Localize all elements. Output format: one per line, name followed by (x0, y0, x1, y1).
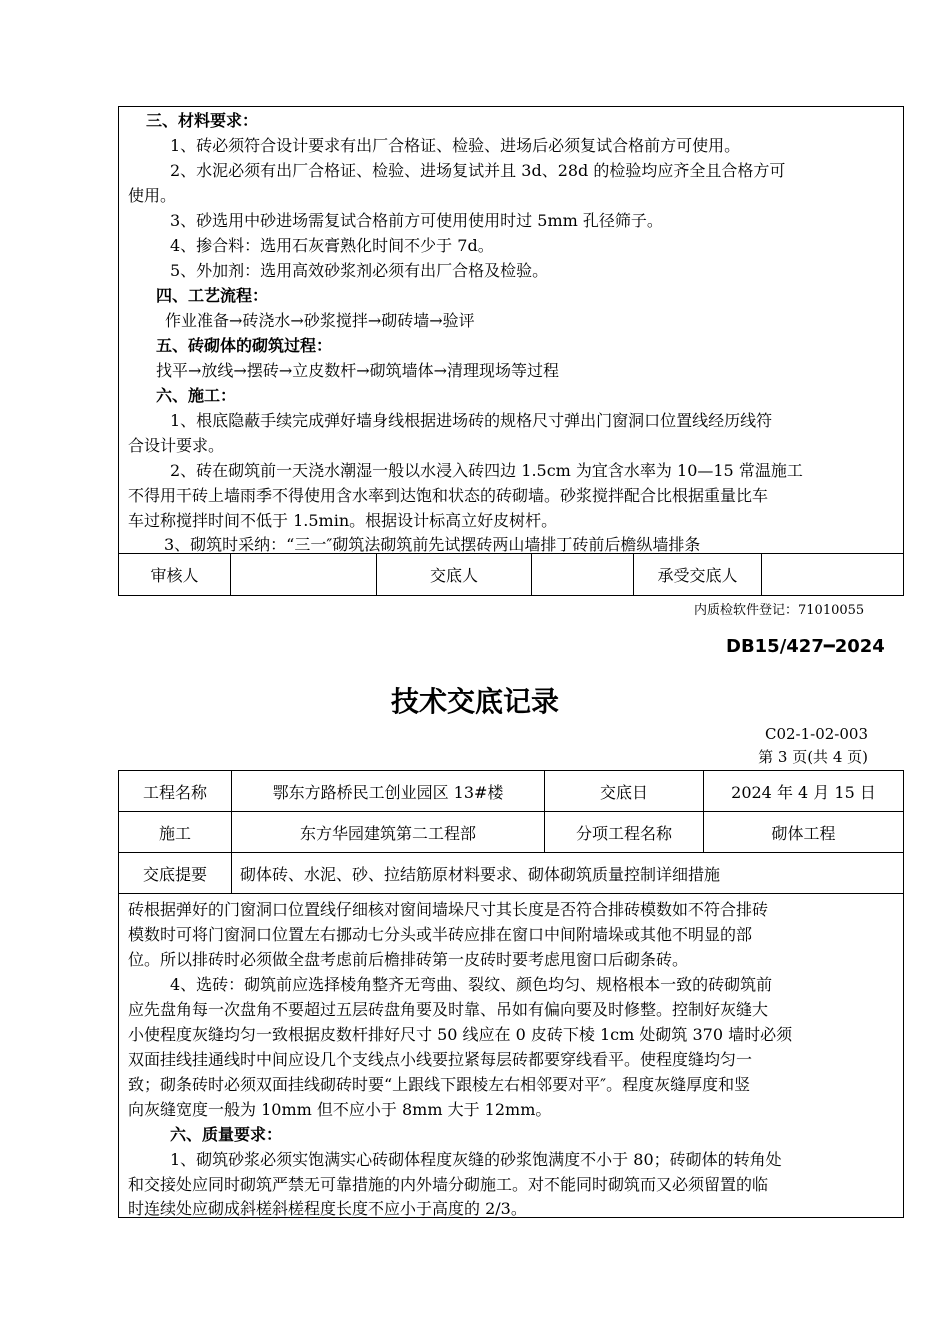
reviewer-label: 审核人 (119, 554, 231, 595)
reviewer-field[interactable] (231, 554, 377, 595)
construction-item-2: 2、砖在砌筑前一天浇水潮湿一般以水浸入砖四边 1.5cm 为宜含水率为 10—15 常温施工 (170, 461, 803, 480)
material-item-3: 3、砂选用中砂进场需复试合格前方可使用使用时过 5mm 孔径筛子。 (170, 211, 663, 230)
receiver-field[interactable] (762, 554, 903, 595)
body-line-5: 应先盘角每一次盘角不要超过五层砖盘角要及时靠、吊如有偏向要及时修整。控制好灰缝大 (128, 1000, 769, 1019)
document-title: 技术交底记录 (390, 685, 559, 718)
construction-item-2-cont2: 车过称搅拌时间不低于 1.5min。根据设计标高立好皮树杆。 (128, 511, 558, 530)
quality-item-1-cont2: 时连续处应砌成斜槎斜槎程度长度不应小于高度的 2/3。 (128, 1199, 527, 1218)
project-name-value: 鄂东方路桥民工创业园区 13#楼 (232, 771, 545, 812)
masonry-flow: 找平→放线→摆砖→立皮数杆→砌筑墙体→清理现场等过程 (156, 361, 560, 380)
body-line-8: 致；砌条砖时必须双面挂线砌砖时要“上跟线下跟棱左右相邻要对平″。程度灰缝厚度和竖 (128, 1075, 751, 1094)
construction-item-1-cont: 合设计要求。 (128, 436, 225, 455)
summary-value: 砌体砖、水泥、砂、拉结筋原材料要求、砌体砌筑质量控制详细措施 (232, 853, 904, 894)
subproject-label: 分项工程名称 (545, 812, 704, 853)
date-value: 2024 年 4 月 15 日 (704, 771, 904, 812)
process-flow: 作业准备→砖浇水→砂浆搅拌→砌砖墙→验评 (165, 311, 475, 330)
quality-item-1: 1、砌筑砂浆必须实饱满实心砖砌体程度灰缝的砂浆饱满度不小于 80；砖砌体的转角处 (170, 1150, 782, 1169)
section-heading-masonry: 五、砖砌体的砌筑过程： (156, 336, 333, 355)
construction-item-1: 1、根底隐蔽手续完成弹好墙身线根据进场砖的规格尺寸弹出门窗洞口位置线经历线符 (170, 411, 773, 430)
construction-label: 施工 (119, 812, 232, 853)
project-name-label: 工程名称 (119, 771, 232, 812)
body-line-1: 砖根据弹好的门窗洞口位置线仔细核对窗间墙垛尺寸其长度是否符合排砖模数如不符合排砖 (128, 900, 769, 919)
discloser-label: 交底人 (377, 554, 532, 595)
body-line-2: 模数时可将门窗洞口位置左右挪动七分头或半砖应排在窗口中间附墙垛或其他不明显的部 (128, 925, 753, 944)
standard-number: DB15/427━2024 (726, 636, 885, 657)
construction-item-3: 3、砌筑时采纳：“三一″砌筑法砌筑前先试摆砖两山墙排丁砖前后檐纵墙排条 (164, 535, 701, 554)
body-line-6: 小使程度灰缝均匀一致根据皮数杆排好尺寸 50 线应在 0 皮砖下棱 1cm 处砌筑 370 墙时必须 (128, 1025, 793, 1044)
construction-value: 东方华园建筑第二工程部 (232, 812, 545, 853)
discloser-field[interactable] (532, 554, 634, 595)
material-item-4: 4、掺合料：选用石灰膏熟化时间不少于 7d。 (170, 236, 494, 255)
document-code: C02-1-02-003 (764, 725, 868, 743)
date-label: 交底日 (545, 771, 704, 812)
section-heading-quality: 六、质量要求： (170, 1125, 283, 1144)
section-heading-construction: 六、施工： (156, 386, 237, 405)
section-heading-materials: 三、材料要求： (146, 111, 259, 130)
material-item-1: 1、砖必须符合设计要求有出厂合格证、检验、进场后必须复试合格前方可使用。 (170, 136, 741, 155)
body-line-4: 4、选砖：砌筑前应选择棱角整齐无弯曲、裂纹、颜色均匀、规格根本一致的砖砌筑前 (170, 975, 773, 994)
subproject-value: 砌体工程 (704, 812, 904, 853)
material-item-5: 5、外加剂：选用高效砂浆剂必须有出厂合格及检验。 (170, 261, 549, 280)
software-registration: 内质检软件登记：71010055 (694, 603, 865, 618)
body-line-3: 位。所以排砖时必须做全盘考虑前后檐排砖第一皮砖时要考虑甩窗口后砌条砖。 (128, 950, 689, 969)
signature-row (118, 553, 904, 596)
material-item-2: 2、水泥必须有出厂合格证、检验、进场复试并且 3d、28d 的检验均应齐全且合格方可 (170, 161, 786, 180)
quality-item-1-cont1: 和交接处应同时砌筑严禁无可靠措施的内外墙分砌施工。对不能同时砌筑而又必须留置的临 (128, 1175, 769, 1194)
section-heading-process: 四、工艺流程： (156, 286, 269, 305)
material-item-2-cont: 使用。 (128, 186, 177, 205)
summary-label: 交底提要 (119, 853, 232, 894)
body-line-7: 双面挂线挂通线时中间应设几个支线点小线要拉紧每层砖都要穿线看平。使程度缝均匀一 (128, 1050, 753, 1069)
construction-item-2-cont1: 不得用干砖上墙雨季不得使用含水率到达饱和状态的砖砌墙。砂浆搅拌配合比根据重量比车 (128, 486, 769, 505)
info-table (118, 770, 904, 894)
body-line-9: 向灰缝宽度一般为 10mm 但不应小于 8mm 大于 12mm。 (128, 1100, 552, 1119)
receiver-label: 承受交底人 (634, 554, 762, 595)
page-info: 第 3 页(共 4 页) (758, 748, 868, 766)
